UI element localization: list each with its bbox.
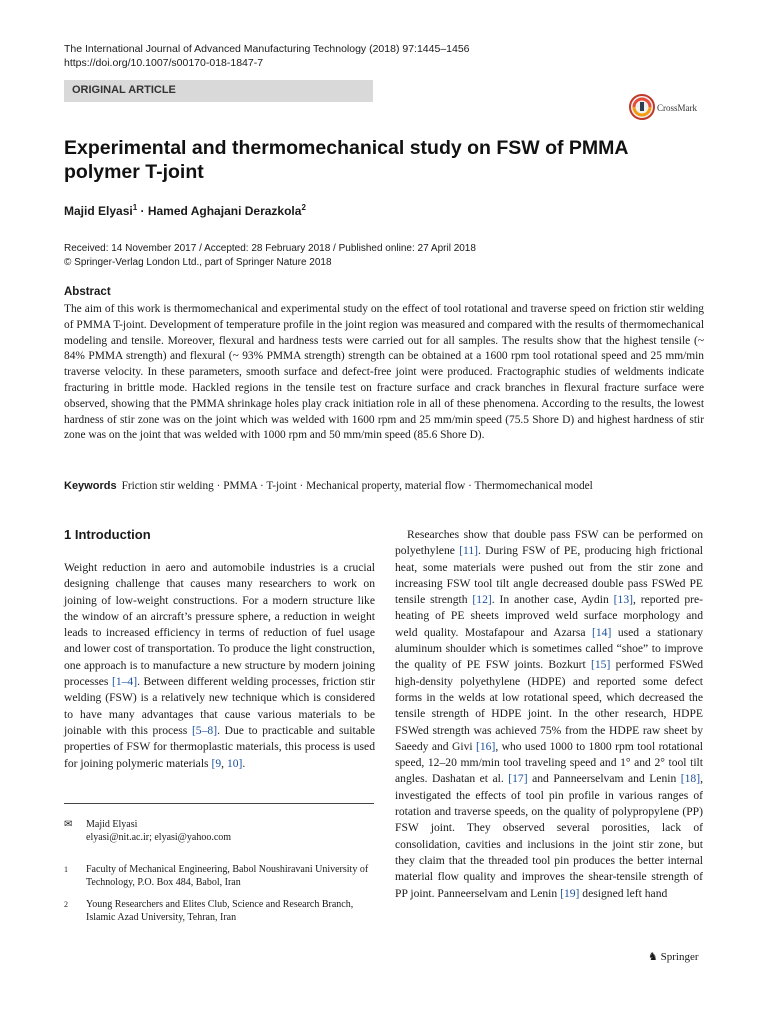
crossmark-icon — [628, 92, 706, 122]
para-text: . Between different welding processes, friction stir welding (FSW) is a relatively new technique which is considered to have many advantages that cause various materials to be joinable with this process — [64, 675, 375, 737]
citation-link[interactable]: [16] — [475, 739, 496, 753]
citation-link[interactable]: 10] — [226, 756, 243, 770]
para-text: , — [221, 756, 227, 770]
affiliation-number: 2 — [64, 900, 68, 909]
author-separator: · — [137, 204, 148, 218]
para-text: . — [242, 756, 246, 770]
citation-link[interactable]: [18] — [680, 772, 701, 786]
journal-header — [64, 42, 470, 70]
affiliation-text: Faculty of Mechanical Engineering, Babol Noushiravani University of Technology, P.O. Box 484, Babol, Iran — [86, 864, 369, 888]
copyright-line: © Springer-Verlag London Ltd., part of Springer Nature 2018 — [64, 257, 332, 268]
envelope-icon: ✉ — [64, 819, 73, 830]
author-1[interactable]: Majid Elyasi — [64, 204, 133, 218]
publisher-name: Springer — [660, 951, 699, 963]
citation-link[interactable]: [1–4] — [111, 675, 138, 689]
author-1-affiliation: 1 — [132, 203, 138, 212]
para-text: . In another case, Aydin — [491, 593, 614, 607]
author-2[interactable]: Hamed Aghajani Derazkola — [147, 204, 302, 218]
keywords-text: Friction stir welding · PMMA · T-joint · Mechanical property, material flow · Thermomechanical model — [121, 480, 593, 492]
para-text: used a stationary aluminum shoulder which is sometimes called “shoe” to improve the quality of PE FSW joints. Bozkurt — [395, 625, 703, 672]
para-text: performed FSWed high-density polyethylene (HDPE) and reported some defect forms in the welds at low rotational speed, which decreased the tensile strength of HDPE joint. In the other research, HDPE FSWed strength was achieved 75% from the HDPE raw sheet by Saeedy and Givi — [395, 658, 703, 753]
crossmark-badge[interactable] — [628, 92, 706, 122]
para-text: . During FSW of PE, producing high frictional heat, some materials were pushed out from the stir zone and increasing FSW tool tilt angle decreased double pass FSWed PE tensile strength — [395, 544, 703, 607]
dates-line: Received: 14 November 2017 / Accepted: 28 February 2018 / Published online: 27 April 2018 — [64, 243, 476, 254]
para-text: . Due to practicable and suitable properties of FSW for thermoplastic materials, this process is used for joining polymeric materials — [64, 723, 376, 770]
citation-link[interactable]: [13] — [613, 593, 633, 607]
affiliation-2 — [64, 898, 375, 924]
para-text: Weight reduction in aero and automobile industries is a crucial designing challenge that causes many researchers to work on joining of low-weight constructions. For a modern structure like the window of an aircraft’s pressure sphere, a reduction in weight leads to increased efficiency in terms of reduction of fuel usage and lower cost of transportation. To produce the light construction, one approach is to manufacture a new structure by modern joining processes — [64, 561, 375, 689]
doi-link[interactable]: https://doi.org/10.1007/s00170-018-1847-7 — [64, 57, 264, 69]
publisher-logo — [648, 950, 699, 963]
para-text: , investigated the effects of tool pin profile in various ranges of rotation and traverse speeds, on the quality of polypropylene (PP) FSW joint. They observed several porosities, lack of consolidation, cavities and inclusions in the joint stir zone, but they claim that the threaded tool pin produces the better internal material flow quality and improves the shear-tensile strength of PP joint. Panneerselvam and Lenin — [395, 772, 703, 900]
citation-link[interactable]: [17] — [508, 772, 528, 786]
affiliation-number: 1 — [64, 865, 68, 874]
para-text: and Panneerselvam and Lenin — [527, 772, 681, 786]
citation-link[interactable]: [14] — [592, 625, 612, 639]
article-type-banner: ORIGINAL ARTICLE — [64, 80, 373, 102]
affiliation-text: Young Researchers and Elites Club, Science and Research Branch, Islamic Azad University, Tehran, Iran — [86, 899, 354, 923]
journal-line: The International Journal of Advanced Manufacturing Technology (2018) 97:1445–1456 — [64, 43, 470, 55]
keywords-line — [64, 480, 704, 492]
para-text: , reported pre-heating of PE sheets improved weld surface morphology and weld quality. Mostafapour and Azarsa — [395, 593, 703, 639]
citation-link[interactable]: [5–8] — [191, 723, 218, 737]
author-email[interactable]: elyasi@nit.ac.ir; elyasi@yahoo.com — [86, 832, 232, 843]
publication-dates — [64, 242, 476, 270]
article-title: Experimental and thermomechanical study on FSW of PMMA polymer T-joint — [64, 137, 628, 183]
para-text: designed left hand — [579, 886, 668, 900]
intro-left-column — [64, 560, 375, 772]
citation-link[interactable]: [19] — [560, 886, 580, 900]
crossmark-label: CrossMark — [657, 103, 697, 113]
abstract-heading: Abstract — [64, 286, 111, 298]
correspondence-footnote — [64, 818, 375, 844]
para-text: , who used 1000 to 1800 rpm tool rotational speed, 12–20 mm/min tool traveling speed and 1° and 2° tool tilt angles. Dashatan et al. — [395, 739, 704, 786]
footnote-divider — [64, 803, 374, 804]
keywords-label: Keywords — [64, 480, 117, 492]
footnotes — [64, 818, 375, 933]
para-text: Researches show that double pass FSW can be performed on polyethylene — [395, 528, 703, 558]
citation-link[interactable]: [12] — [472, 593, 492, 607]
citation-link[interactable]: [11] — [459, 544, 478, 558]
author-list — [64, 203, 306, 218]
abstract-text: The aim of this work is thermomechanical and experimental study on the effect of tool rotational and traverse speed on friction stir welding of PMMA T-joint. Development of temperature profile in the joint region was measured and compared with the results of thermomechanical modeling and tensile. Moreover, flexural and hardness tests were carried out for all samples. The results show that the highest tensile (~ 84% PMMA strength) and flexural (~ 93% PMMA strength) strength can be obtained at a 1600 rpm tool rotational speed and 25 mm/min traverse velocity. In these parameters, smooth surface and defect-free joint were produced. Fractographic studies of weldments indicate fracturing in brittle mode. Hackled regions in the tensile test on fracture surface and crack branches in flexural fracture surface were observed, showing that the PMMA shrinkage holes play crack initiation role in all of these phenomena. According to the results, the lowest hardness of stir zone was on the joint which was welded with 1600 rpm and 25 mm/min speed (75.5 Shore D) and highest hardness of stir zone was on the joint that was welded with 1000 rpm and 50 mm/min speed (85.6 Shore D). — [64, 303, 704, 442]
section-heading: 1 Introduction — [64, 527, 151, 542]
affiliation-1 — [64, 863, 375, 889]
citation-link[interactable]: [15] — [591, 658, 611, 672]
author-2-affiliation: 2 — [301, 203, 306, 212]
citation-link[interactable]: [9 — [211, 756, 222, 770]
intro-right-column — [395, 527, 703, 902]
springer-horse-icon: ♞ — [648, 951, 658, 963]
corresponding-author: Majid Elyasi — [86, 819, 138, 830]
